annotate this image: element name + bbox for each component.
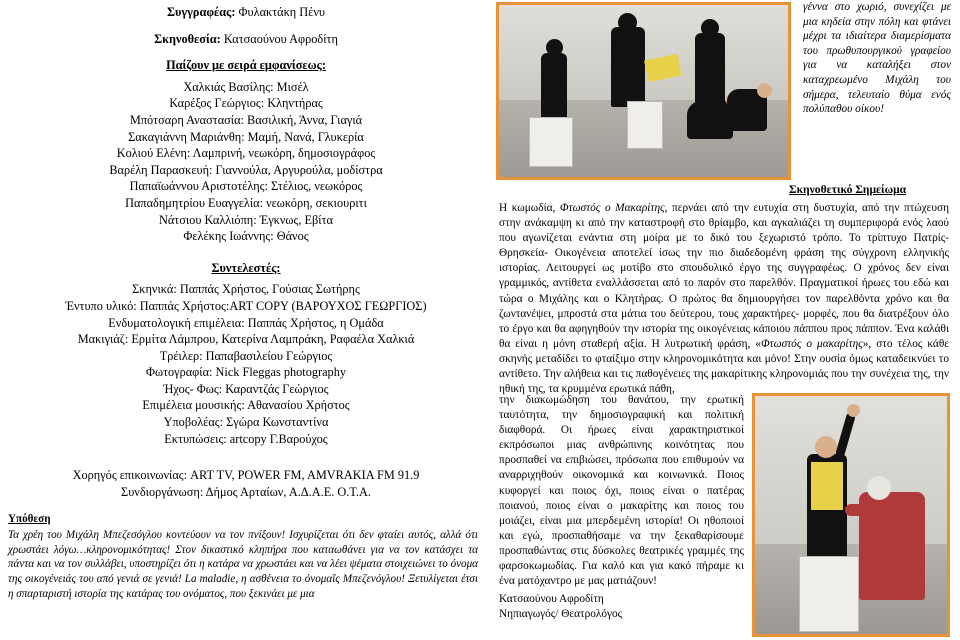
credits-block (0, 4, 492, 500)
director-line (0, 31, 492, 48)
costume-yellow-vest (811, 462, 843, 510)
spacer (0, 245, 492, 255)
crew-member: Μακιγιάζ: Ερμίτα Λάμπρου, Κατερίνα Λαμπράκη, Ραφαέλα Χαλκιά (77, 332, 415, 347)
hypothesis-block (8, 512, 478, 602)
prop-pedestal (799, 556, 859, 632)
writer-line (0, 4, 492, 21)
cast-member: Μπότσαρη Αναστασία: Βασιλική, Άννα, Γιαγιά (129, 112, 363, 127)
hypothesis-title: Υπόθεση (8, 513, 51, 525)
crew-member: Επιμέλεια μουσικής: Αθανασίου Χρήστος (142, 398, 350, 413)
actor-head (618, 13, 637, 32)
cast-member: Βαρέλη Παρασκευή: Γιαννούλα, Αργυρούλα, μοδίστρα (109, 162, 383, 177)
spacer (0, 457, 492, 467)
actor-head-grey-hair (867, 476, 891, 500)
crew-member: Ήχος- Φως: Καραντζάς Γεώργιος (163, 381, 329, 396)
directors-note-body (499, 201, 949, 397)
crew-heading: Συντελεστές: (211, 260, 281, 275)
spacer (0, 21, 492, 31)
stage-scene-illustration-2 (755, 396, 947, 634)
crew-member: Σκηνικά: Παππάς Χρήστος, Γούσιας Σωτήρης (132, 282, 360, 297)
note-p1-post: , περνάει από την ευτυχία στη δυστυχία, από την πτώχευση στην ανάκαμψη κι από την καταστροφή στο θρίαμβο, και αγκαλιάζει τη συμπεριφορά ενός λαού που αγωνίζεται ενάντια στη μοίρα με το δικό του ξεχωριστό τρόπο. Το τρίπτυχο Πατρίς- Θρησκεία- Οικογένεια αποτελεί ίσως την πιο διαδεδομένη φράση της σύγχρονη ελληνικής ιστορίας. Λειτουργεί ως μοτίβο στο σπουδυλικό έργο της συγγραφέως. Ο χρόνος δεν είναι γραμμικός, αντίθετα εναλλάσσεται από το παρόν στο παρελθόν. Πραγματικοί ήρωες του εδώ και τώρα ο Μιχάλης και ο Κλητήρας. Ο πρώτος θα δημιουργήσει τον παρελθόντα χρόνο και θα ζωντανέψει, μπροστά στα μάτια του δεύτερου, τους χαρακτήρες- μορφές, που θα διατρέξουν όλο το έργο και θα αφηγηθούν την ιστορία της οικογένειας κάποιου πάππου προς πάππον. Ένα καλάθι θα είναι η μόνη σταθερή αξία. (499, 202, 950, 350)
actor-head (757, 83, 772, 98)
crew-member: Έντυπο υλικό: Παππάς Χρήστος:ART COPY (ΒΑΡΟΥΧΟΣ ΓΕΩΡΓΙΟΣ) (65, 298, 427, 313)
cast-member: Νάτσιου Καλλιόπη: Έγκνως, Εβίτα (158, 212, 334, 227)
directors-note-title: Σκηνοθετικό Σημείωμα (789, 183, 907, 196)
crew-member: Υποβολέας: Σγώρα Κωνσταντίνα (163, 415, 329, 430)
prop-pedestal (627, 101, 663, 149)
director-value: Κατσαούνου Αφροδίτη (223, 31, 338, 46)
cast-member: Κολιού Ελένη: Λαμπρινή, νεωκόρη, δημοσιογράφος (116, 146, 376, 161)
cast-member: Παπαϊωάννου Αριστοτέλης: Στέλιος, νεωκόρος (129, 179, 363, 194)
spacer (0, 447, 492, 457)
cast-member: Καρέξος Γεώργιος: Κληντήρας (169, 96, 323, 111)
stage-scene-illustration (499, 5, 788, 177)
writer-label: Συγγραφέας: (167, 5, 236, 19)
intro-continuation-text: γέννα στο χωριό, συνεχίζει με μια κηδεία στην πόλη και φτάνει μέχρι τα ιδιαίτερα διαμερίσματα του πρωθυπουργικού γραφείου για να καταλήξει στον καταχρεωμένο Μιχάλη του σήμερα, τελευταίο θύμα ενός πολύπαθου οίκου! (803, 1, 951, 116)
theatre-photo-top (496, 2, 791, 180)
note-p2-italic-title: Φτωστός ο μακαρίτης (760, 337, 863, 350)
signature-role: Νηπιαγωγός/ Θεατρολόγος (499, 608, 623, 621)
director-label: Σκηνοθεσία: (154, 31, 221, 46)
spacer (0, 47, 492, 57)
cast-heading: Παίζουν με σειρά εμφανίσεως: (166, 58, 326, 73)
right-column (492, 0, 960, 640)
crew-member: Εκτυπώσεις: artcopy Γ.Βαρούχος (164, 431, 328, 446)
sponsor-line: Συνδιοργάνωση: Δήμος Αρταίων, Α.Δ.Α.Ε. Ο.Τ.Α. (121, 484, 371, 499)
actor-head (546, 39, 563, 56)
note-p1-italic-title: Φτωστός ο Μακαρίτης (559, 202, 665, 214)
crew-member: Τρέιλερ: Παπαβασιλείου Γεώργιος (159, 348, 333, 363)
crew-member: Ενδυματολογική επιμέλεια: Παππάς Χρήστος, η Ομάδα (108, 315, 384, 330)
actor-arm (845, 504, 871, 516)
actor-figure (611, 27, 645, 107)
signature-name: Κατσαούνου Αφροδίτη (499, 593, 604, 605)
crew-member: Φωτογραφία: Nick Fleggas photography (146, 365, 346, 380)
actor-head (815, 436, 837, 458)
directors-note-body-continued: την διακωμώδηση του θανάτου, την ερωτική ταυτότητα, την δημοσιογραφική και πολιτική διαφθορά. Οι ήρωες είναι χαρακτηριστικοί εκπρόσωποι μιας ανθρώπινης κοινότητας που προσπαθεί να επιβιώσει, πρόσωπα που επιθυμούν να αναρριχηθούν οικονομικά και κοινωνικά. Ποιος κυφοργεί και ποιος όχι, ποιος είναι ο πατέρας ποιανού, ποιος είναι ο μακαρίτης και ποιος του μοιάζει, είναι μια μπερδεμένη ιστορία! Οι ηθοποιοί και εγώ, προσπαθήσαμε να την ξεκαθαρίσουμε προσπαθώντας στις δύσκολες θεατρικές γραμμές της φαρσοκωμωδίας. Για καλό και για κακό πήραμε κι ένα ματόχαντρο με μας ματιάζουν! (499, 394, 744, 588)
actor-head (701, 19, 719, 37)
actor-figure (541, 53, 567, 119)
cast-member: Φελέκης Ιωάννης: Θάνος (183, 229, 309, 244)
signature-block (499, 592, 744, 623)
hypothesis-text: Τα χρέη του Μιχάλη Μπεζεσόγλου κοντεύουν να τον πνίξουν! Ισχυρίζεται ότι δεν φταίει αυτός, αλλά ότι χρωστάει λόγω…κληρονομικότητας! Στον δικαστικό κληπήρα που καταωθάνει για να τον κατάσχει τα πάντα και να τον συλλάβει, υποστηρίζει ότι η κατάρα να χρωστάει και να λέει ψέματα στοιχειώνει το όνομα της οικογένειάς του από γενιά σε γενιά! La maladie, η ασθένεια το όνομαΐς Μπεζενόγλου! Ξετυλίγεται έτσι η σπαρταριστή ιστορία της κατάρας του ονόματος, που ξεκινάει με μια (8, 528, 478, 600)
actor-figure (695, 33, 725, 105)
cast-member: Σακαγιάννη Μαριάνθη: Μαμή, Νανά, Γλυκερία (128, 129, 364, 144)
note-p2-pre: Η λυτρωτική φράση, « (651, 337, 761, 350)
actor-hand (847, 404, 860, 417)
cast-member: Παπαδημητρίου Ευαγγελία: νεωκόρη, σεκιουριτι (125, 195, 367, 210)
cast-member: Χαλκιάς Βασίλης: Μισέλ (183, 79, 309, 94)
note-p2-post: », στο τέλος κάθε σκηνής μεταδίδει το φταίξιμο στην κληρονομικότητα και μόνο! Στην ουσία όμως καταδεικνύει το αντίθετο. Την αλήθεια και τις παθογένειες της μακαρίτικης κληρονομιάς που την συνέχεια της, την ηθική της, τα κρυμμένα ερωτικά πάθη, (499, 337, 949, 396)
prop-pedestal (529, 117, 573, 167)
note-p1-pre: Η κωμωδία, (499, 202, 560, 214)
theatre-photo-bottom (752, 393, 950, 637)
sponsor-line: Χορηγός επικοινωνίας: ART TV, POWER FM, AMVRAKIA FM 91.9 (72, 468, 420, 483)
writer-value: Φυλακτάκη Πένυ (238, 5, 325, 19)
